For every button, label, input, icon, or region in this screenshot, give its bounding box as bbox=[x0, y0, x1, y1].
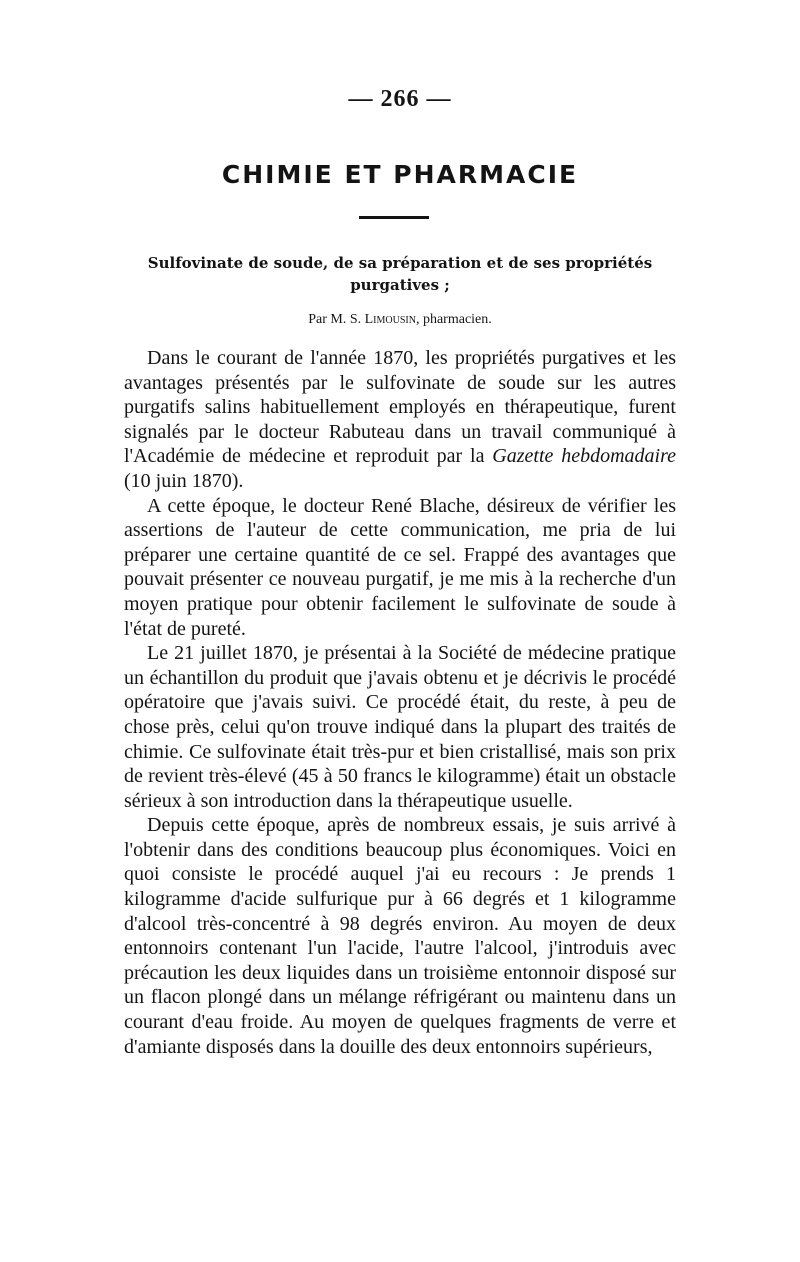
byline bbox=[0, 312, 800, 328]
article-title: Sulfovinate de soude, de sa préparation et de ses propriétés purgatives ; bbox=[147, 254, 653, 294]
title-rule bbox=[359, 216, 429, 219]
byline-suffix: , pharmacien. bbox=[415, 312, 492, 327]
paragraph-3: Le 21 juillet 1870, je présentai à la Société de médecine pratique un échantillon du produit que j'avais obtenu et je décrivis le procédé opératoire que j'avais suivi. Ce procédé était, du reste, à peu de chose près, celui qu'on trouve indiqué dans la plupart des traités de chimie. Ce sulfovinate était très-pur et bien cristallisé, mais son prix de revient très-élevé (45 à 50 francs le kilogramme) était un obstacle sérieux à son introduction dans la thérapeutique usuelle. bbox=[124, 642, 676, 812]
section-title: CHIMIE ET PHARMACIE bbox=[221, 160, 579, 189]
paragraph-4: Depuis cette époque, après de nombreux essais, je suis arrivé à l'obtenir dans des conditions beaucoup plus économiques. Voici en quoi consiste le procédé auquel j'ai eu recours : Je prends 1 kilogramme d'acide sulfurique pur à 66 degrés et 1 kilogramme d'alcool très-concentré à 98 degrés environ. Au moyen de deux entonnoirs contenant l'un l'acide, l'autre l'alcool, j'introduis avec précaution les deux liquides dans un troisième entonnoir disposé sur un flacon plongé dans un mélange réfrigérant ou maintenu dans un courant d'eau froide. Au moyen de quelques fragments de verre et d'amiante disposés dans la douille des deux entonnoirs supérieurs, bbox=[124, 814, 676, 1058]
journal-title: Gazette hebdomadaire bbox=[492, 445, 677, 468]
byline-prefix: Par M. S. bbox=[308, 312, 365, 327]
paragraph-1-text: Dans le courant de l'année 1870, les propriétés purgatives et les avantages présentés par le sulfovinate de soude sur les autres purgatifs salins habituellement employés en thérapeutique, furent signalés par le docteur Rabuteau dans un travail communiqué à l'Académie de médecine et reproduit par la bbox=[124, 347, 676, 468]
article-body bbox=[124, 346, 676, 1059]
paragraph-1-end: (10 juin 1870). bbox=[124, 469, 244, 492]
byline-author: Limousin bbox=[364, 312, 416, 327]
page-number: — 266 — bbox=[348, 86, 452, 112]
paragraph-2: A cette époque, le docteur René Blache, désireux de vérifier les assertions de l'auteur de cette communication, me pria de lui préparer une certaine quantité de ce sel. Frappé des avantages que pouvait présenter ce nouveau purgatif, je me mis à la recherche d'un moyen pratique pour obtenir facilement le sulfovinate de soude à l'état de pureté. bbox=[124, 494, 676, 640]
paragraph-1 bbox=[124, 346, 676, 494]
